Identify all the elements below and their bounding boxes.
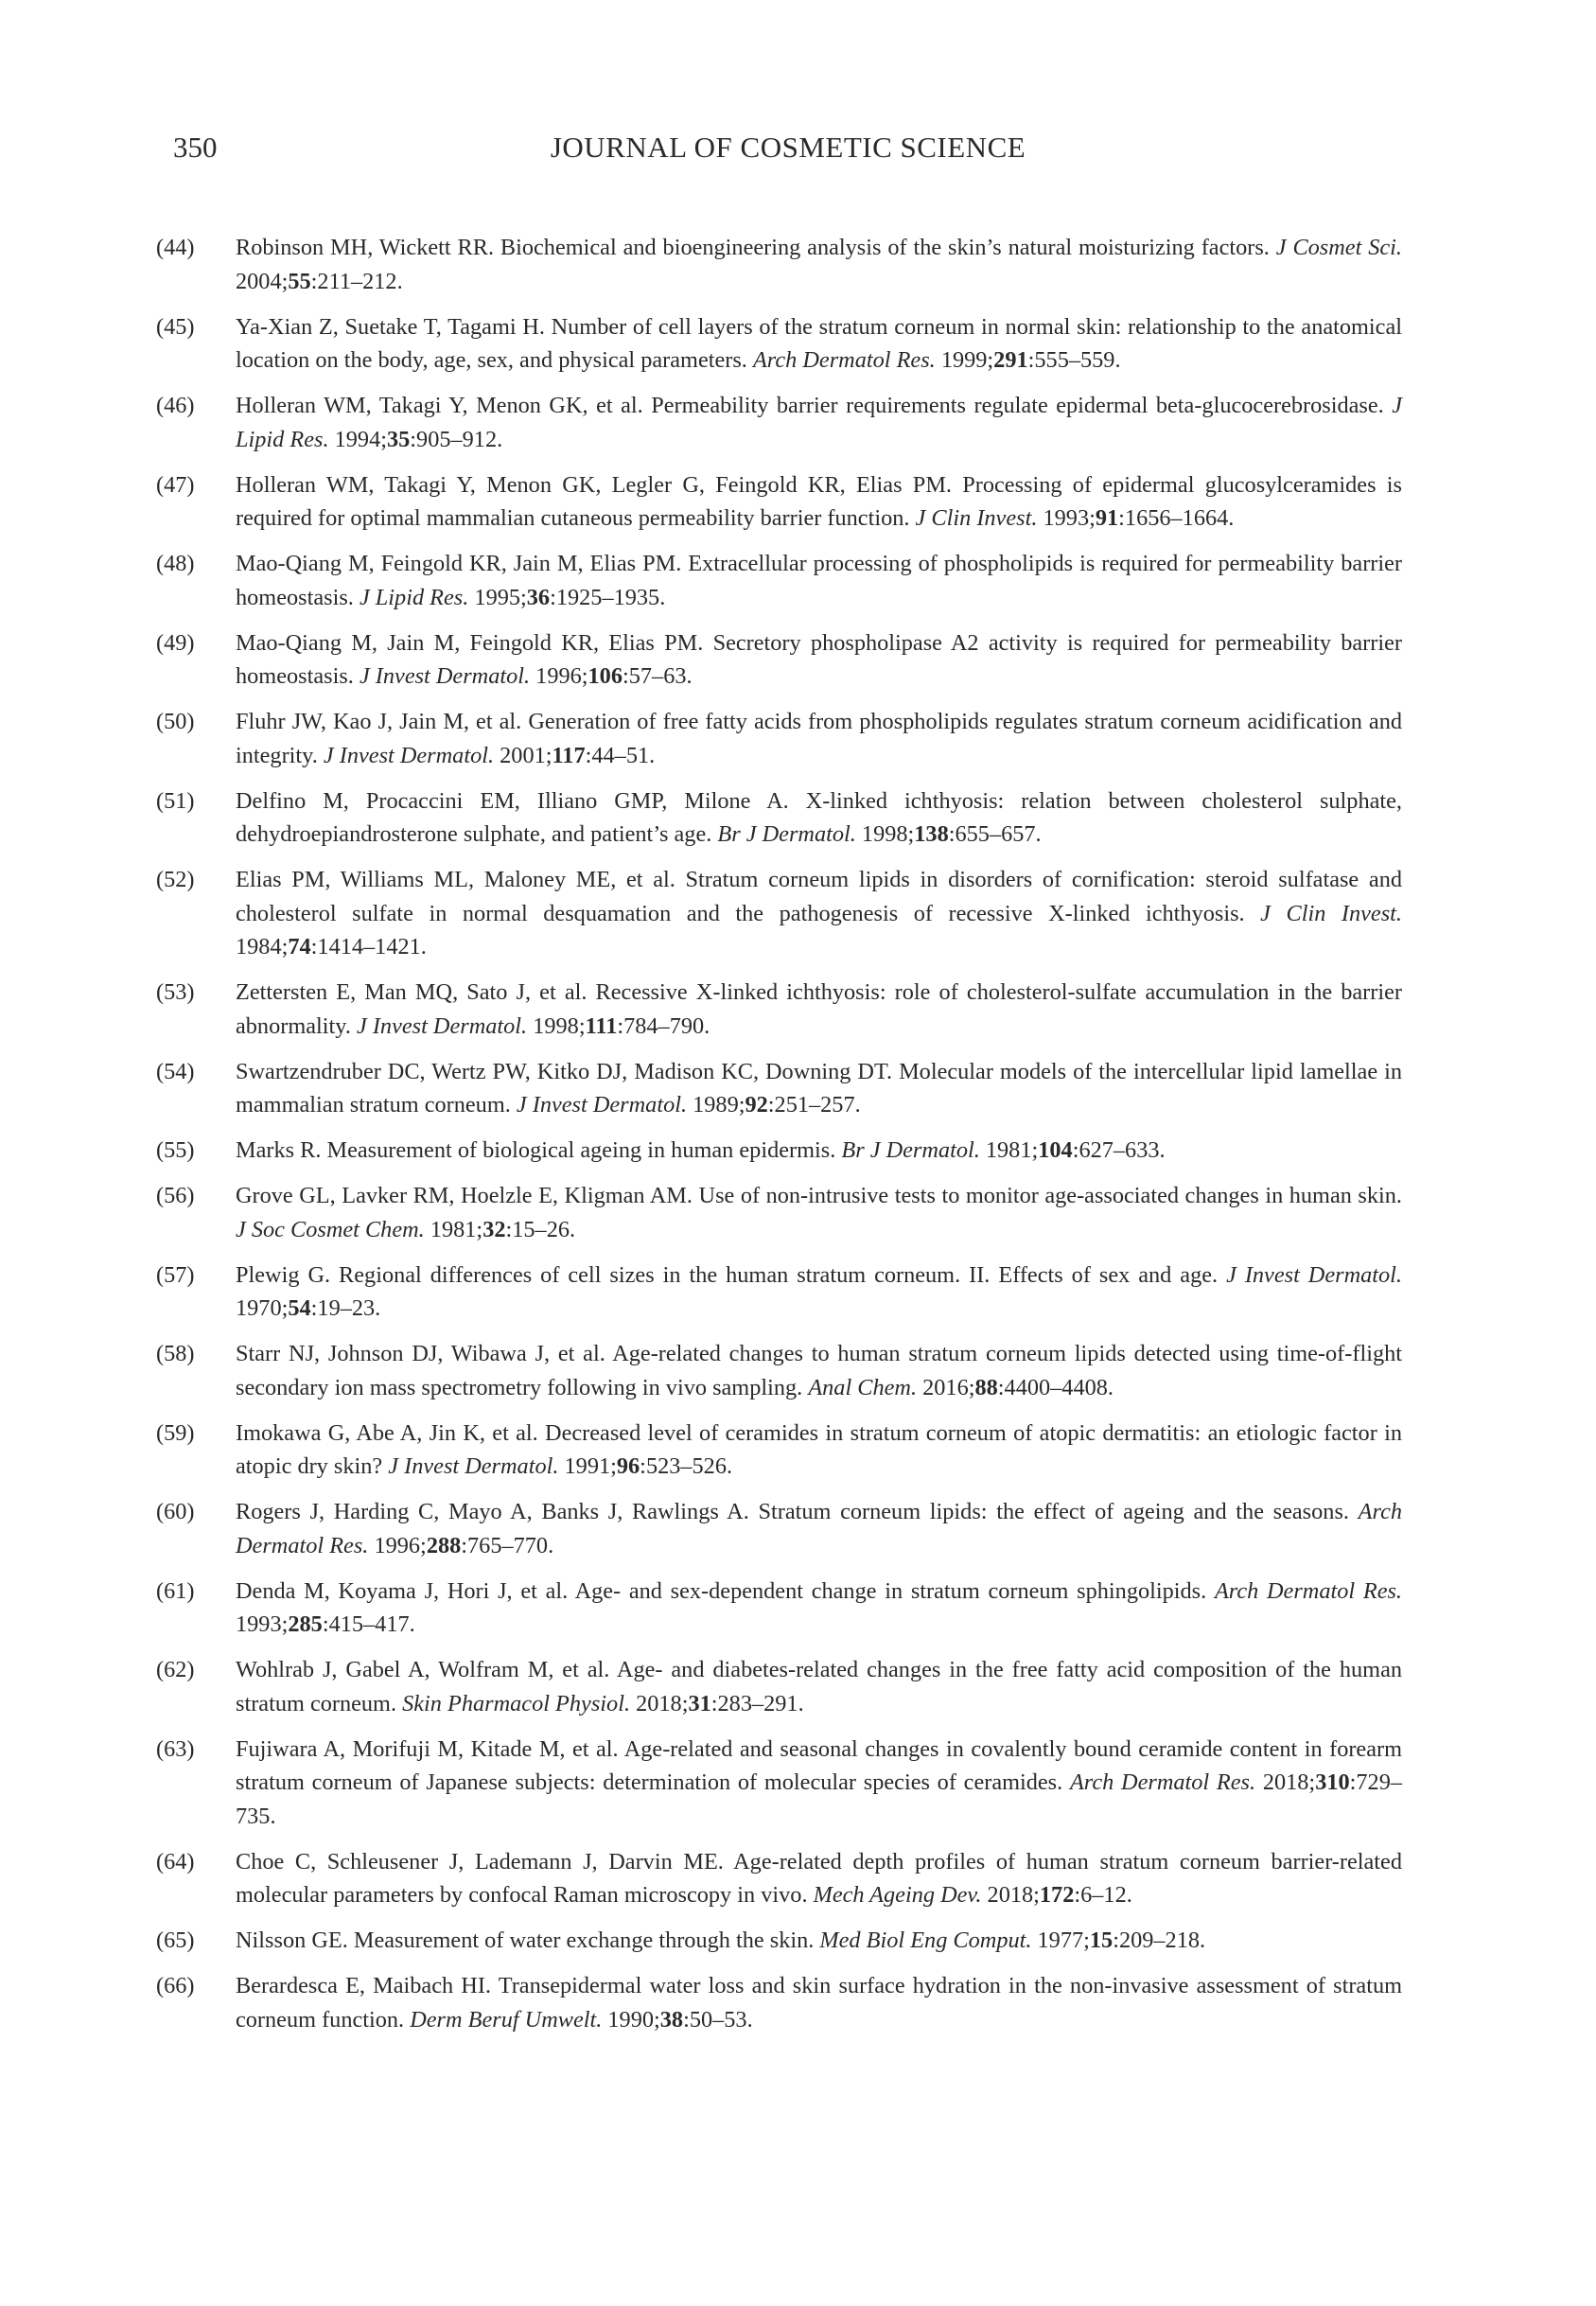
reference-year: 1998 ; (533, 1013, 585, 1039)
reference-year: 1990 ; (607, 2007, 659, 2033)
reference-item (156, 231, 1402, 298)
reference-journal: Br J Dermatol. (841, 1137, 980, 1163)
reference-number: (46) (156, 393, 195, 418)
reference-item (156, 863, 1402, 964)
reference-text: Imokawa G, Abe A, Jin K, et al. Decreased level of ceramides in stratum corneum of atopic dermatitis: an etiologic factor in atopic dry skin? (236, 1419, 1402, 1479)
reference-number: (57) (156, 1261, 195, 1288)
reference-journal: J Invest Dermatol. (516, 1092, 688, 1118)
reference-year: 1981 ; (986, 1137, 1038, 1163)
reference-pages: 1925–1935 . (556, 585, 665, 610)
reference-text: Wohlrab J, Gabel A, Wolfram M, et al. Age- and diabetes-related changes in the free fatty acid composition of the human stratum corneum. (236, 1657, 1402, 1716)
reference-journal: J Invest Dermatol. (356, 1012, 528, 1039)
reference-item (156, 1653, 1402, 1720)
reference-year: 2018 ; (988, 1882, 1040, 1908)
reference-item (156, 1733, 1402, 1834)
reference-volume: 91 : (1096, 505, 1125, 531)
reference-text: Plewig G. Regional differences of cell sizes in the human stratum corneum. II. Effects of sex and age. (236, 1261, 1219, 1288)
reference-pages: 50–53 . (690, 2007, 753, 2033)
reference-number: (56) (156, 1183, 195, 1208)
reference-item (156, 784, 1402, 852)
reference-year: 1993 ; (1044, 505, 1096, 531)
reference-pages: 4400–4408 . (1005, 1375, 1114, 1400)
reference-volume: 104 : (1038, 1137, 1079, 1163)
reference-item (156, 310, 1402, 378)
reference-text: Mao-Qiang M, Jain M, Feingold KR, Elias PM. Secretory phospholipase A2 activity is required for permeability barrier homeostasis. (236, 629, 1402, 689)
reference-number: (58) (156, 1341, 195, 1366)
reference-year: 1996 ; (535, 663, 588, 689)
reference-year: 1970 ; (236, 1295, 288, 1321)
reference-number: (64) (156, 1848, 195, 1875)
reference-pages: 44–51 . (591, 743, 655, 768)
reference-item (156, 1134, 1402, 1168)
reference-text: Holleran WM, Takagi Y, Menon GK, et al. Permeability barrier requirements regulate epidermal beta-glucocerebrosidase. (236, 393, 1384, 418)
reference-number: (48) (156, 551, 195, 576)
reference-journal: J Clin Invest. (1260, 900, 1402, 926)
reference-text: Nilsson GE. Measurement of water exchange through the skin. (236, 1928, 815, 1953)
reference-journal: Derm Beruf Umwelt. (410, 2006, 603, 2033)
reference-item (156, 1924, 1402, 1958)
reference-item (156, 547, 1402, 614)
reference-volume: 15 : (1090, 1928, 1119, 1953)
reference-text: Denda M, Koyama J, Hori J, et al. Age- and sex-dependent change in stratum corneum sphingolipids. (236, 1577, 1207, 1604)
reference-item (156, 389, 1402, 456)
reference-journal: Arch Dermatol Res. (752, 347, 936, 373)
reference-pages: 627–633 . (1079, 1137, 1165, 1163)
reference-item (156, 626, 1402, 694)
reference-pages: 19–23 . (317, 1295, 380, 1321)
reference-item (156, 1845, 1402, 1912)
reference-volume: 36 : (527, 585, 556, 610)
reference-volume: 38 : (660, 2007, 690, 2033)
reference-volume: 96 : (617, 1453, 646, 1479)
reference-volume: 117 : (552, 743, 592, 768)
reference-text: Fluhr JW, Kao J, Jain M, et al. Generation of free fatty acids from phospholipids regulates stratum corneum acidification and integrity. (236, 709, 1402, 768)
reference-item (156, 468, 1402, 536)
reference-number: (66) (156, 1973, 195, 1998)
reference-journal: J Cosmet Sci. (1275, 235, 1402, 260)
reference-journal: J Invest Dermatol. (388, 1453, 559, 1479)
reference-text: Ya-Xian Z, Suetake T, Tagami H. Number of cell layers of the stratum corneum in normal skin: relationship to the anatomical location on the body, age, sex, and physical parameters. (236, 313, 1402, 373)
reference-text: Fujiwara A, Morifuji M, Kitade M, et al. Age-related and seasonal changes in covalently bound ceramide content in forearm stratum corneum of Japanese subjects: determination of molecular species of ceramides. (236, 1735, 1402, 1795)
reference-journal: Skin Pharmacol Physiol. (402, 1690, 631, 1716)
reference-number: (50) (156, 709, 195, 734)
reference-number: (51) (156, 787, 195, 814)
reference-journal: J Lipid Res. (236, 393, 1403, 452)
reference-journal: Br J Dermatol. (717, 821, 856, 847)
reference-volume: 172 : (1040, 1882, 1080, 1908)
reference-text: Starr NJ, Johnson DJ, Wibawa J, et al. Age-related changes to human stratum corneum lipids detected using time-of-flight secondary ion mass spectrometry following in vivo sampling. (236, 1341, 1402, 1400)
reference-year: 1984 ; (236, 934, 288, 959)
reference-volume: 88 : (974, 1375, 1004, 1400)
reference-number: (54) (156, 1058, 195, 1084)
reference-number: (44) (156, 235, 195, 260)
reference-volume: 106 : (588, 663, 629, 689)
reference-year: 1977 ; (1038, 1928, 1090, 1953)
reference-volume: 31 : (688, 1691, 717, 1716)
reference-item (156, 1259, 1402, 1326)
reference-journal: J Lipid Res. (359, 584, 469, 610)
reference-volume: 310 : (1315, 1769, 1356, 1795)
reference-pages: 415–417 . (329, 1611, 415, 1637)
reference-journal: Arch Dermatol Res. (236, 1499, 1402, 1558)
reference-text: Delfino M, Procaccini EM, Illiano GMP, Milone A. X-linked ichthyosis: relation between cholesterol sulphate, dehydroepiandrosterone sulphate, and patient’s age. (236, 787, 1402, 847)
reference-year: 1996 ; (374, 1533, 426, 1558)
reference-item (156, 1575, 1402, 1642)
reference-text: Zettersten E, Man MQ, Sato J, et al. Recessive X-linked ichthyosis: role of cholesterol-sulfate accumulation in the barrier abnormality. (236, 979, 1402, 1039)
reference-pages: 655–657 . (956, 821, 1042, 847)
reference-pages: 905–912 . (416, 427, 502, 452)
reference-pages: 209–218 . (1119, 1928, 1205, 1953)
reference-journal: Anal Chem. (808, 1374, 918, 1400)
reference-journal: Med Biol Eng Comput. (819, 1928, 1032, 1953)
reference-journal: J Invest Dermatol. (359, 663, 531, 689)
reference-pages: 211–212 . (317, 269, 402, 294)
reference-journal: J Invest Dermatol. (1226, 1261, 1403, 1288)
reference-volume: 285 : (288, 1611, 328, 1637)
reference-item (156, 976, 1402, 1043)
reference-text: Elias PM, Williams ML, Maloney ME, et al. Stratum corneum lipids in disorders of cornification: steroid sulfatase and cholesterol sulfate in normal desquamation and the pathogenesis of recessive X-linked ichthyosis. (236, 867, 1402, 926)
reference-volume: 291 : (993, 347, 1034, 373)
reference-item (156, 1969, 1402, 2036)
reference-journal: Mech Ageing Dev. (813, 1882, 982, 1908)
page-number: 350 (173, 131, 218, 164)
reference-text: Robinson MH, Wickett RR. Biochemical and bioengineering analysis of the skin’s natural moisturizing factors. (236, 235, 1270, 260)
reference-number: (49) (156, 629, 195, 656)
reference-year: 1999 ; (941, 347, 993, 373)
reference-item (156, 1495, 1402, 1562)
journal-title: JOURNAL OF COSMETIC SCIENCE (550, 131, 1026, 164)
reference-pages: 15–26 . (512, 1217, 575, 1242)
reference-pages: 57–63 . (629, 663, 693, 689)
reference-number: (62) (156, 1657, 195, 1682)
reference-pages: 784–790 . (623, 1013, 710, 1039)
reference-number: (65) (156, 1928, 195, 1953)
reference-volume: 74 : (288, 934, 317, 959)
reference-volume: 35 : (387, 427, 416, 452)
reference-item (156, 1417, 1402, 1484)
reference-year: 1994 ; (335, 427, 387, 452)
reference-year: 2004 ; (236, 269, 288, 294)
reference-text: Berardesca E, Maibach HI. Transepidermal water loss and skin surface hydration in the non-invasive assessment of stratum corneum function. (236, 1973, 1402, 2033)
reference-pages: 555–559 . (1034, 347, 1120, 373)
reference-volume: 55 : (288, 269, 317, 294)
reference-number: (47) (156, 471, 195, 498)
reference-year: 2018 ; (1263, 1769, 1315, 1795)
reference-year: 1989 ; (693, 1092, 745, 1118)
reference-pages: 1414–1421 . (317, 934, 426, 959)
reference-pages: 1656–1664 . (1125, 505, 1234, 531)
reference-number: (63) (156, 1735, 195, 1762)
reference-journal: Arch Dermatol Res. (1214, 1577, 1403, 1604)
reference-text: Rogers J, Harding C, Mayo A, Banks J, Rawlings A. Stratum corneum lipids: the effect of ageing and the seasons. (236, 1499, 1349, 1524)
reference-number: (45) (156, 313, 195, 340)
reference-pages: 6–12 . (1080, 1882, 1132, 1908)
reference-volume: 288 : (427, 1533, 467, 1558)
reference-item (156, 705, 1402, 772)
reference-pages: 523–526 . (646, 1453, 732, 1479)
reference-item (156, 1055, 1402, 1122)
reference-pages: 283–291 . (718, 1691, 804, 1716)
reference-volume: 92 : (745, 1092, 774, 1118)
reference-year: 1981 ; (430, 1217, 482, 1242)
reference-list (156, 231, 1402, 2049)
reference-year: 2018 ; (636, 1691, 688, 1716)
reference-year: 2001 ; (500, 743, 552, 768)
reference-year: 1998 ; (862, 821, 914, 847)
reference-volume: 32 : (482, 1217, 512, 1242)
reference-journal: J Soc Cosmet Chem. (236, 1216, 425, 1242)
reference-year: 1991 ; (565, 1453, 617, 1479)
reference-text: Holleran WM, Takagi Y, Menon GK, Legler G, Feingold KR, Elias PM. Processing of epidermal glucosylceramides is required for optimal mammalian cutaneous permeability barrier function. (236, 471, 1402, 531)
reference-pages: 765–770 . (467, 1533, 553, 1558)
reference-number: (55) (156, 1137, 195, 1163)
reference-text: Choe C, Schleusener J, Lademann J, Darvin ME. Age-related depth profiles of human stratum corneum barrier-related molecular parameters by confocal Raman microscopy in vivo. (236, 1848, 1402, 1908)
reference-text: Swartzendruber DC, Wertz PW, Kitko DJ, Madison KC, Downing DT. Molecular models of the intercellular lipid lamellae in mammalian stratum corneum. (236, 1058, 1402, 1118)
reference-number: (52) (156, 867, 195, 892)
reference-journal: J Invest Dermatol. (323, 742, 495, 768)
reference-year: 2016 ; (922, 1375, 974, 1400)
reference-volume: 111 : (586, 1013, 624, 1039)
reference-text: Grove GL, Lavker RM, Hoelzle E, Kligman AM. Use of non-intrusive tests to monitor age-associated changes in human skin. (236, 1183, 1402, 1208)
reference-volume: 54 : (288, 1295, 317, 1321)
reference-pages: 729–735 . (236, 1769, 1402, 1829)
reference-item (156, 1179, 1402, 1246)
reference-volume: 138 : (914, 821, 955, 847)
reference-number: (53) (156, 979, 195, 1005)
reference-item (156, 1337, 1402, 1404)
running-header (173, 131, 1403, 168)
reference-number: (60) (156, 1499, 195, 1524)
reference-text: Marks R. Measurement of biological ageing in human epidermis. (236, 1137, 836, 1163)
reference-number: (61) (156, 1577, 195, 1604)
reference-number: (59) (156, 1419, 195, 1446)
reference-journal: J Clin Invest. (915, 505, 1038, 531)
reference-year: 1995 ; (474, 585, 526, 610)
reference-journal: Arch Dermatol Res. (1069, 1769, 1256, 1795)
reference-text: Mao-Qiang M, Feingold KR, Jain M, Elias PM. Extracellular processing of phospholipids is required for permeability barrier homeostasis. (236, 551, 1402, 610)
reference-year: 1993 ; (236, 1611, 288, 1637)
reference-pages: 251–257 . (775, 1092, 861, 1118)
